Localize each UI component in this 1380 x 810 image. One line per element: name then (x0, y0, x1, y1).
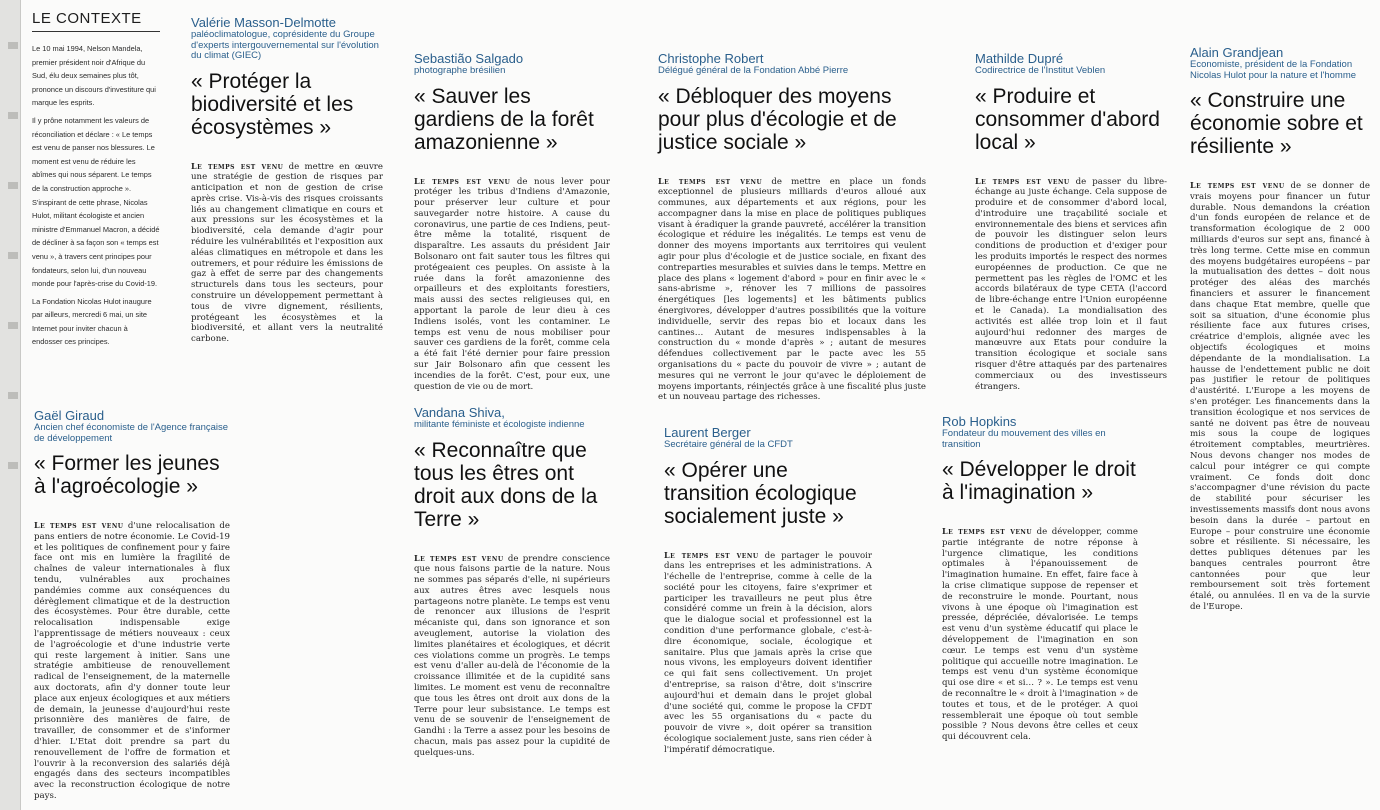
lead-words: Le temps est venu (664, 549, 759, 560)
author-name: Alain Grandjean (1190, 45, 1284, 60)
lead-words: Le temps est venu (414, 552, 504, 563)
article-dupre (975, 52, 1167, 397)
article-body: Le temps est venu de prendre conscience que nous faisons partie de la nature. Nous ne sommes pas séparés d'elle, ni supérieurs aux autres êtres avec lesquels nous partageons notre planète. Le temps est venu de renoncer aux illusions de l'esprit mécaniste qui, dans son ignorance et son aveuglement, autorise la violation des limites planétaires et écologiques, et décrit ces violations comme un progrès. Le temps est venu d'aller au-delà de l'économie de la croissance illimitée et de la cupidité sans limites. Le moment est venu de reconnaître que tous les êtres ont droit aux dons de la Terre pour leur subsistance. Le temps est venu de se souvenir de l'enseignement de Gandhi : la Terre a assez pour les besoins de chacun, mais pas assez pour la cupidité de quelques-uns. (414, 552, 610, 758)
article-body: Le temps est venu de développer, comme partie intégrante de notre réponse à l'urgence climatique, les conditions optimales à l'épanouissement de l'imagination humaine. En effet, faire face à la crise climatique suppose de repenser et de reconstruire le monde. Pourtant, nous vivons à une époque où l'imagination est pressée, dépréciée, dévalorisée. Le temps est venu d'un système éducatif qui place le développement de l'imagination en son cœur. Le temps est venu d'un système politique qui accueille notre imagination. Le temps est venu d'un système économique qui ose dire « et si… ? ». Le temps est venu de reconnaître le « droit à l'imagination » de toutes et tous, et de le protéger. A quoi ressemblerait une époque où tout semble possible ? Nous devons être celles et ceux qui découvrent cela. (942, 526, 1138, 743)
article-title: « Former les jeunes à l'agroécologie » (34, 452, 220, 498)
article-title: « Reconnaître que tous les êtres ont droit aux dons de la Terre » (414, 438, 598, 531)
article-giraud (34, 409, 230, 801)
article-body: Le temps est venu d'une relocalisation de pans entiers de notre économie. Le Covid-19 et les politiques de confinement pour y faire face ont mis en lumière la fragilité de chaînes de valeur internationales à flux tendu, vulnérables aux prochaines pandémies comme aux conséquences du dérèglement climatique et de la destruction des écosystèmes. Pour être durable, cette relocalisation indispensable exige l'apprentissage de métiers nouveaux : ceux de l'agroécologie et d'une industrie verte qui reste largement à initier. Sans une stratégie ambitieuse de renouvellement radical de l'enseignement, de la maternelle aux doctorats, afin d'y donner toute leur place aux enjeux écologiques et aux métiers de demain, la jeunesse d'aujourd'hui reste prisonnière des manières de faire, de travailler, de consommer et de s'informer d'hier. L'Etat doit prendre sa part du renouvellement de l'offre de formation et l'ouvrir à la reconversion des salariés déjà engagés dans des secteurs incompatibles avec la reconstruction écologique de notre pays. (34, 520, 230, 801)
article-body: Le temps est venu de mettre en œuvre une stratégie de gestion de risques par anticipation et non de gestion de crise après crise. Vis-à-vis des risques croissants liés au changement climatique en cours et aux pressions sur les écosystèmes et la biodiversité, cela demande d'agir pour réduire les vulnérabilités et l'exposition aux aléas climatiques en métropole et dans les outremers, et pour réduire les émissions de gaz à effet de serre par des changements structurels dans tous les secteurs, pour construire un développement permettant à tous de vivre dignement, résilients, protégeant les écosystèmes et la biodiversité, et allant vers la neutralité carbone. (191, 160, 384, 345)
author-role: Ancien chef économiste de l'Agence française de développement (34, 422, 229, 444)
author-role: Fondateur du mouvement des villes en transition (942, 428, 1106, 450)
lead-words: Le temps est venu (975, 175, 1070, 186)
article-title: « Opérer une transition écologique socialement juste » (664, 458, 857, 528)
article-title: « Débloquer des moyens pour plus d'écologie et de justice sociale » (658, 84, 897, 154)
article-robert (658, 51, 926, 403)
lead-words: Le temps est venu (1190, 180, 1285, 190)
author-role: paléoclimatologue, coprésidente du Groupe d'experts intergouvernemental sur l'évolution du climat (GIEC) (191, 29, 379, 61)
author-name: Vandana Shiva, (414, 405, 505, 420)
article-body: Le temps est venu de se donner de vrais moyens pour financer un futur durable. Nous demandons la création d'un fonds européen de relance et de transformation écologique de 2 000 milliards d'euros sur sept ans, financé à très long terme. Cette mise en commun des moyens budgétaires européens – par la mutualisation des dettes – doit nous protéger des aléas des marchés financiers et assurer le financement dans chaque Etat membre, quelle que soit sa situation, d'une économie plus résiliente face aux futures crises, créatrice d'emplois, alignée avec les objectifs écologiques et moins dépendante de la mondialisation. La hausse de l'endettement public ne doit pas justifier le retour de politiques d'austérité. L'Europe a les moyens de s'en protéger. Les financements dans la transition écologique et nos services de santé ne doivent pas être de nouveau mis sous la coupe de logiques étroitement comptables, meurtrières. Nous devons changer nos modes de calcul pour intégrer ce qui compte vraiment. Ce fonds doit donc s'accompagner d'une révision du pacte de stabilité pour sécuriser les investissements massifs dont nous avons besoin dans la durée – partout en Europe – pour construire une économie sobre et résiliente. Si nécessaire, les dettes publiques détenues par les banques centrales pourront être cantonnées pour que leur remboursement soit très fortement étalé, ou annulées. Il en va de la survie de l'Europe. (1190, 180, 1370, 613)
author-role: Economiste, président de la Fondation Nicolas Hulot pour la nature et l'homme (1190, 59, 1357, 81)
lead-words: Le temps est venu (34, 520, 124, 530)
article-title: « Protéger la biodiversité et les écosystèmes » (191, 69, 354, 139)
article-title: « Développer le droit à l'imagination » (942, 458, 1136, 504)
context-paragraph: La Fondation Nicolas Hulot inaugure par ailleurs, mercredi 6 mai, un site Internet pour inviter chacun à endosser ces principes. (32, 296, 152, 347)
author-role: Délégué général de la Fondation Abbé Pierre (658, 65, 849, 76)
context-paragraph: Le 10 mai 1994, Nelson Mandela, premier président noir d'Afrique du Sud, élu deux semaines plus tôt, prononce un discours d'investiture qui marque les esprits. (32, 44, 156, 108)
author-name: Laurent Berger (664, 425, 751, 440)
author-role: photographe brésilien (414, 65, 506, 76)
lead-words: Le temps est venu (942, 526, 1033, 536)
article-body: Le temps est venu de partager le pouvoir dans les entreprises et les administrations. A l'échelle de l'entreprise, comme à celle de la société pour les citoyens, faire s'exprimer et participer les travailleurs ne peut plus être considéré comme un frein à la décision, alors que le dialogue social et professionnel est la condition d'une performance globale, c'est-à-dire économique, sociale, écologique et sanitaire. Plus que jamais après la crise que nous vivons, les employeurs doivent identifier ce qui fait sens collectivement. Un projet d'entreprise, sa raison d'être, doit s'inscrire aujourd'hui et demain dans le projet global d'une société qui, comme le propose la CFDT avec les 55 organisations du « pacte du pouvoir de vivre », doit opérer sa transition écologique socialement juste, sans rien céder à l'impératif démocratique. (664, 549, 872, 755)
page-scroll-edge[interactable] (0, 0, 21, 810)
article-berger (664, 426, 872, 761)
article-body: Le temps est venu de mettre en place un fonds exceptionnel de plusieurs milliards d'euros alloué aux communes, aux départements et aux régions, pour les accompagner dans la mise en place de politiques publiques visant à éradiquer la grande pauvreté, accélérer la transition écologique et réduire les inégalités. Le temps est venu de donner des moyens importants aux territoires qui veulent agir pour plus d'écologie et de justice sociale, en fixant des contreparties mesurables et suivies dans le temps. Mettre en place des plans « logement d'abord » pour en finir avec le « sans-abrisme », rénover les 7 millions de passoires énergétiques [les logements] et les bâtiments publics énergivores, développer d'autres possibilités que la voiture individuelle, servir des repas bio et locaux dans les cantines… Autant de mesures indispensables à la construction du « monde d'après » ; autant de mesures défendues collectivement par le pacte avec les 55 organisations du « pacte du pouvoir de vivre » ; autant de mesures qui ne verront le jour qu'avec le déploiement de moyens importants, réinjectés grâce à une fiscalité plus juste et un nouveau partage des richesses. (658, 175, 926, 403)
author-name: Christophe Robert (658, 51, 764, 66)
lead-words: Le temps est venu (414, 175, 511, 186)
context-paragraph: Il y prône notamment les valeurs de réconciliation et déclare : « Le temps est venu de panser nos blessures. Le moment est venu de réduire les abîmes qui nous séparent. Le temps de la construction approche ». S'inspirant de cette phrase, Nicolas Hulot, militant écologiste et ancien ministre d'Emmanuel Macron, a décidé de décliner à sa façon son « temps est venu », à travers cent principes pour fondateurs, selon lui, d'un nouveau monde pour l'après-crise du Covid-19. (32, 115, 160, 289)
article-shiva (414, 405, 610, 758)
author-role: Secrétaire général de la CFDT (664, 439, 793, 450)
author-name: Sebastião Salgado (414, 51, 524, 66)
author-role: militante féministe et écologiste indienne (414, 419, 585, 430)
author-name: Mathilde Dupré (975, 51, 1064, 66)
article-salgado (414, 51, 611, 392)
article-masson-delmotte (191, 16, 383, 361)
context-sidebar (32, 10, 160, 353)
author-name: Rob Hopkins (942, 414, 1017, 429)
lead-words: Le temps est venu (191, 160, 284, 171)
article-grandjean (1190, 46, 1370, 634)
article-body: Le temps est venu de passer du libre-échange au juste échange. Cela suppose de produire et de consommer d'abord local, d'introduire une traçabilité sociale et environnementale des biens et services afin de pouvoir les distinguer selon leurs conditions de production et d'exiger pour les produits importés le respect des normes européennes de production. Ce que ne permettent pas les règles de l'OMC et les accords bilatéraux de type CETA (l'accord de libre-échange entre l'Union européenne et le Canada). La mondialisation des activités est allée trop loin et il faut aujourd'hui redonner des marges de manœuvre aux Etats pour conduire la transition écologique et sociale sans risquer d'être attaqués par des partenaires commerciaux ou des investisseurs étrangers. (975, 175, 1167, 392)
article-body: Le temps est venu de nous lever pour protéger les tribus d'Indiens d'Amazonie, pour préserver leur culture et pour sauvegarder notre histoire. A cause du coronavirus, une partie de ces Indiens, peut-être même la totalité, risquent de disparaître. Les assauts du président Jair Bolsonaro ont fait sauter tous les filtres qui protégeaient ces peuples. On assiste à la ruée dans la forêt amazonienne des orpailleurs et des exploitants forestiers, mais aussi des sectes religieuses qui, en apportant la parole de leur dieu à ces Indiens isolés, vont les contaminer. Le temps est venu de nous mobiliser pour sauver ces gardiens de la forêt, comme cela a été fait l'été dernier pour faire pression sur Jair Bolsonaro afin que cessent les incendies de la forêt. C'est, pour eux, une question de vie ou de mort. (414, 175, 611, 392)
article-title: « Sauver les gardiens de la forêt amazonienne » (414, 84, 594, 154)
author-role: Codirectrice de l'Institut Veblen (975, 65, 1106, 76)
author-name: Valérie Masson-Delmotte (191, 15, 336, 30)
article-title: « Produire et consommer d'abord local » (975, 84, 1160, 154)
lead-words: Le temps est venu (658, 175, 763, 186)
context-heading: LE CONTEXTE (32, 10, 160, 32)
article-title: « Construire une économie sobre et résiliente » (1190, 89, 1363, 158)
article-hopkins (942, 415, 1138, 762)
author-name: Gaël Giraud (34, 408, 105, 423)
